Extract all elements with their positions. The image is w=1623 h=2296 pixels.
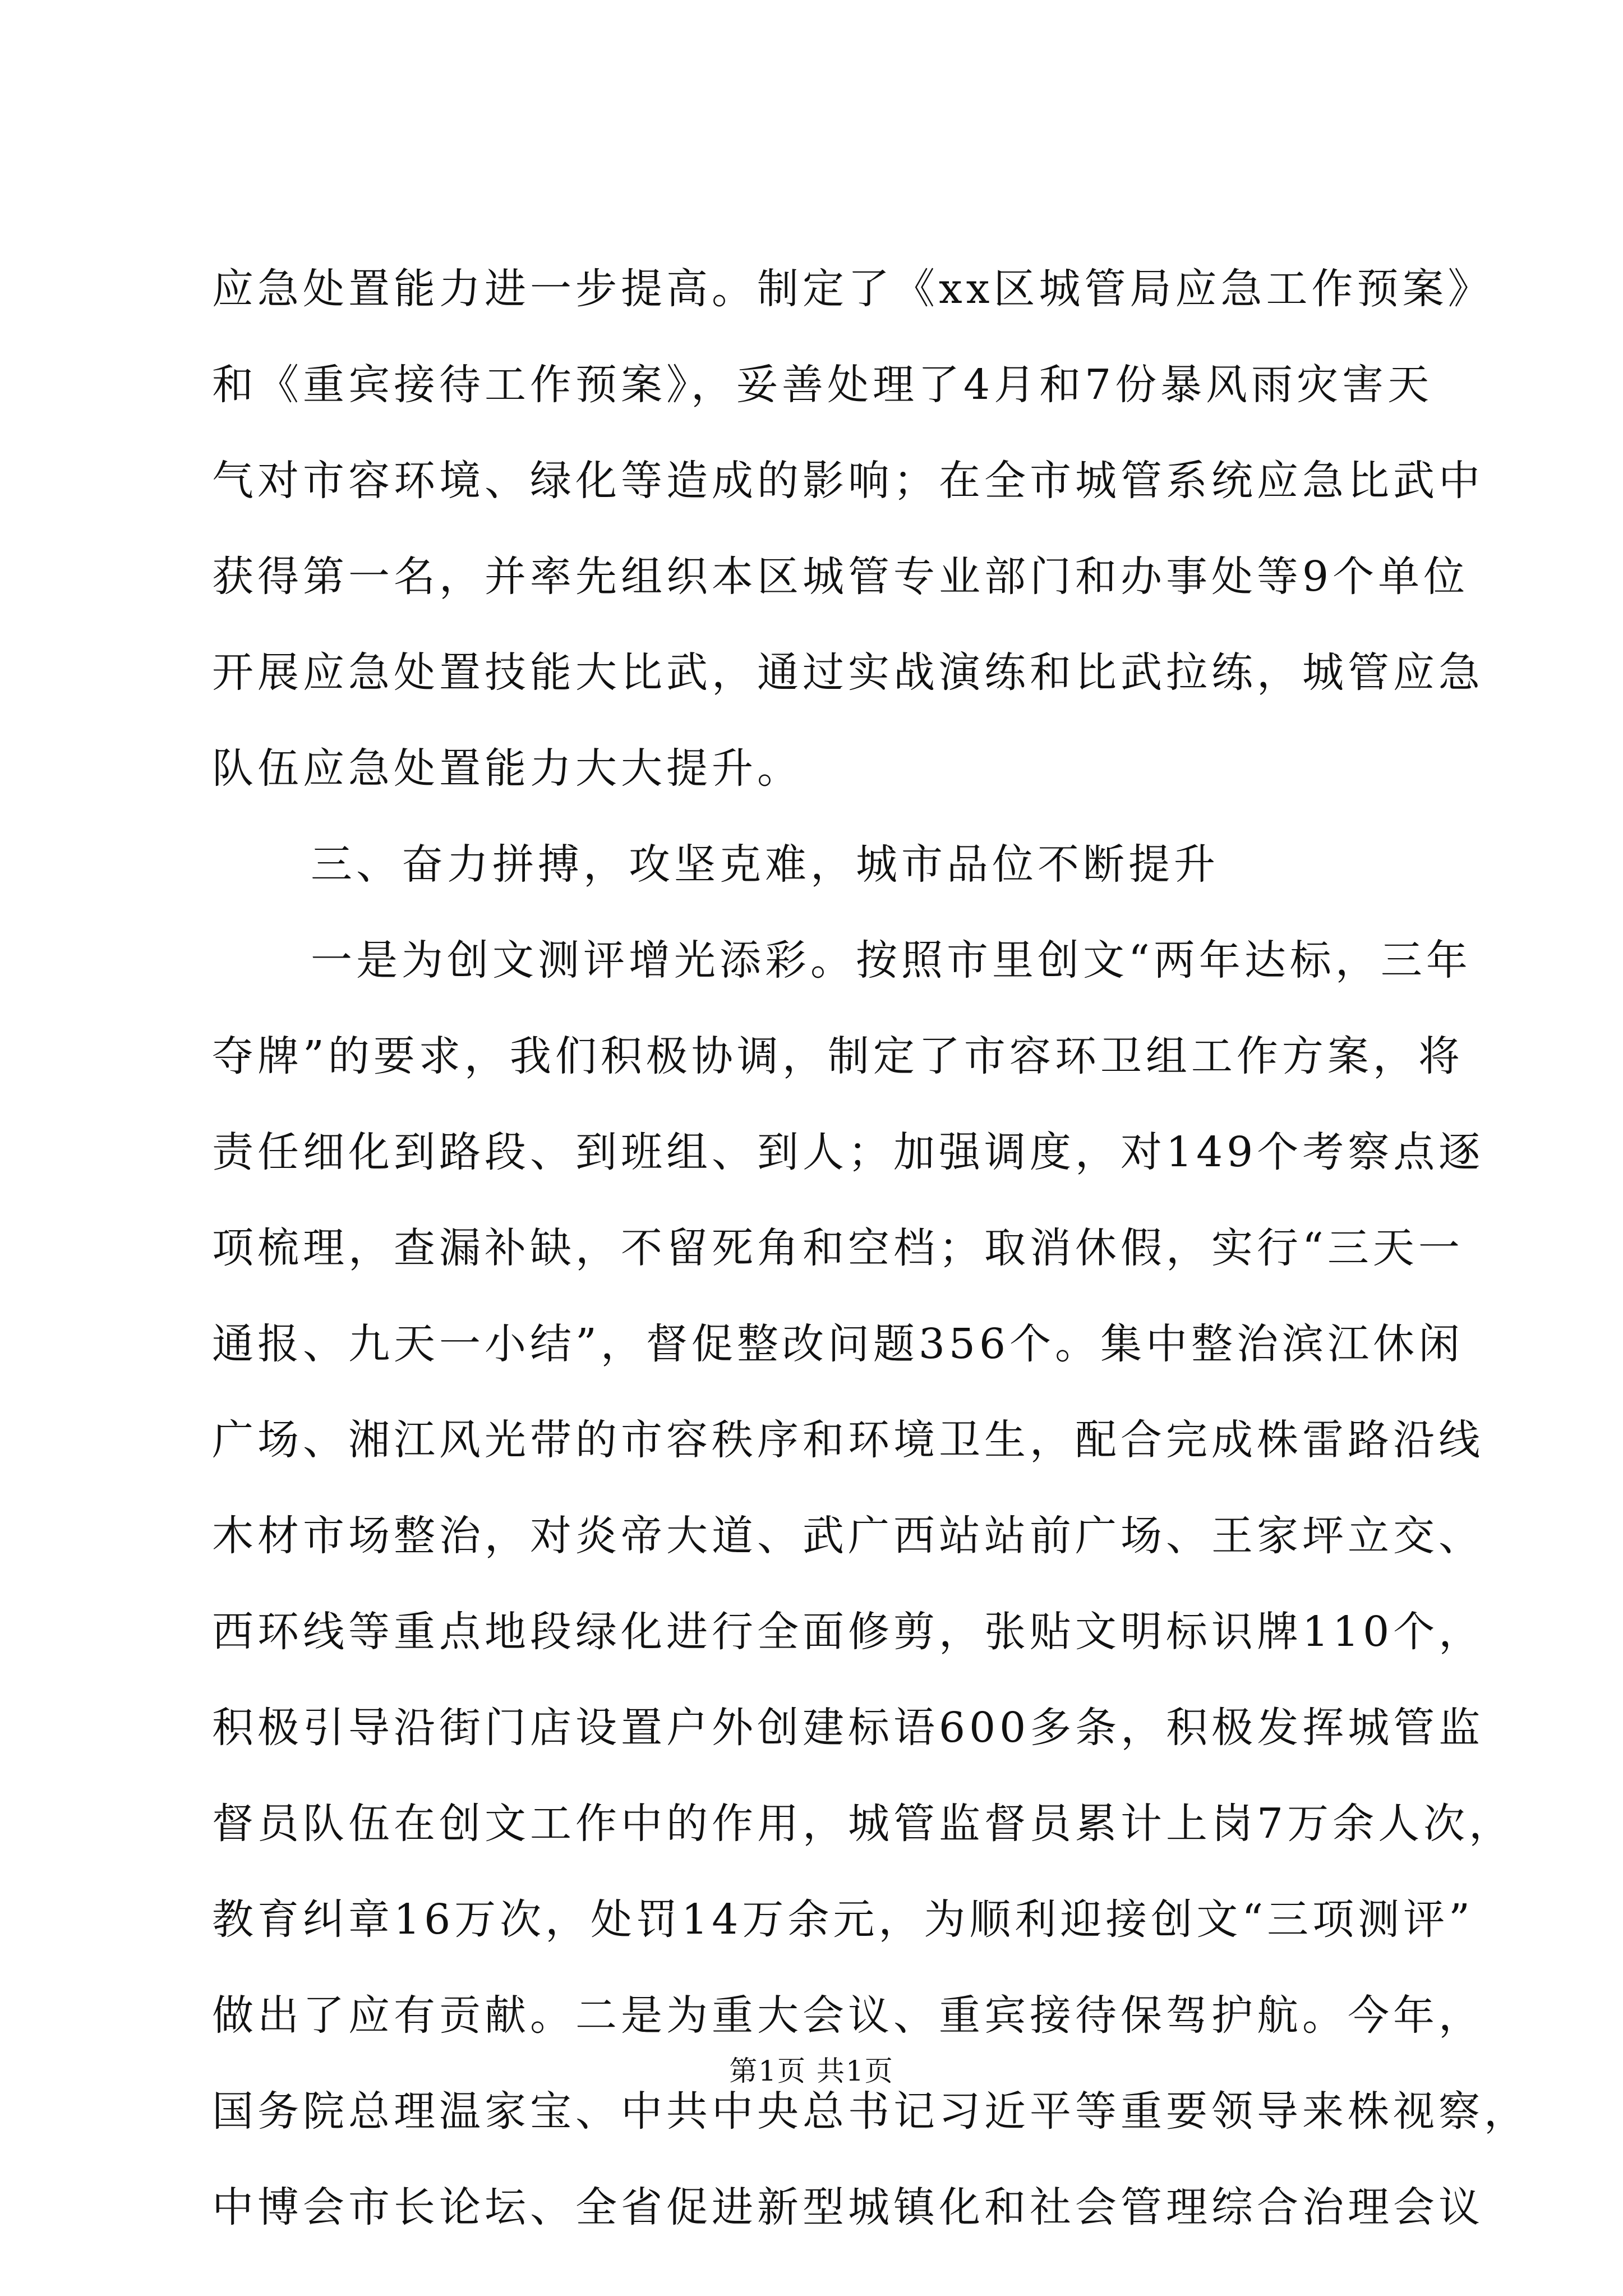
paragraph-line: 项梳理，查漏补缺，不留死角和空档；取消休假，实行“三天一: [212, 1224, 1464, 1272]
paragraph-line: 国务院总理温家宝、中共中央总书记习近平等重要领导来株视察，: [212, 2087, 1529, 2136]
paragraph-line: 西环线等重点地段绿化进行全面修剪，张贴文明标识牌110个，: [212, 1608, 1484, 1656]
paragraph-line: 中博会市长论坛、全省促进新型城镇化和社会管理综合治理会议: [212, 2183, 1484, 2231]
paragraph-line: 一是为创文测评增光添彩。按照市里创文“两年达标，三年: [311, 936, 1472, 984]
paragraph-line: 夺牌”的要求，我们积极协调，制定了市容环卫组工作方案，将: [212, 1032, 1464, 1080]
paragraph-line: 和《重宾接待工作预案》，妥善处理了4月和7份暴风雨灾害天: [212, 361, 1433, 409]
paragraph-line: 教育纠章16万次，处罚14万余元，为顺利迎接创文“三项测评”: [212, 1895, 1474, 1944]
paragraph-line: 木材市场整治，对炎帝大道、武广西站站前广场、王家坪立交、: [212, 1512, 1484, 1560]
paragraph-line: 气对市容环境、绿化等造成的影响；在全市城管系统应急比武中: [212, 457, 1484, 505]
paragraph-line: 做出了应有贡献。二是为重大会议、重宾接待保驾护航。今年，: [212, 1991, 1484, 2040]
paragraph-line: 开展应急处置技能大比武，通过实战演练和比武拉练，城管应急: [212, 648, 1484, 697]
page-number-footer: 第1页 共1页: [729, 2055, 894, 2087]
paragraph-line: 队伍应急处置能力大大提升。: [212, 744, 803, 793]
paragraph-line: 获得第一名，并率先组织本区城管专业部门和办事处等9个单位: [212, 553, 1469, 601]
document-body: [212, 241, 1529, 2256]
paragraph-line: 责任细化到路段、到班组、到人；加强调度，对149个考察点逐: [212, 1128, 1484, 1176]
section-heading: 三、奋力拼搏，攻坚克难，城市品位不断提升: [311, 840, 1219, 889]
paragraph-line: 督员队伍在创文工作中的作用，城管监督员累计上岗7万余人次，: [212, 1800, 1515, 1848]
paragraph-line: 通报、九天一小结”，督促整改问题356个。集中整治滨江休闲: [212, 1320, 1464, 1368]
paragraph-line: 应急处置能力进一步提高。制定了《xx区城管局应急工作预案》: [212, 265, 1493, 313]
paragraph-line: 广场、湘江风光带的市容秩序和环境卫生，配合完成株雷路沿线: [212, 1416, 1484, 1464]
paragraph-line: 积极引导沿街门店设置户外创建标语600多条，积极发挥城管监: [212, 1704, 1484, 1752]
